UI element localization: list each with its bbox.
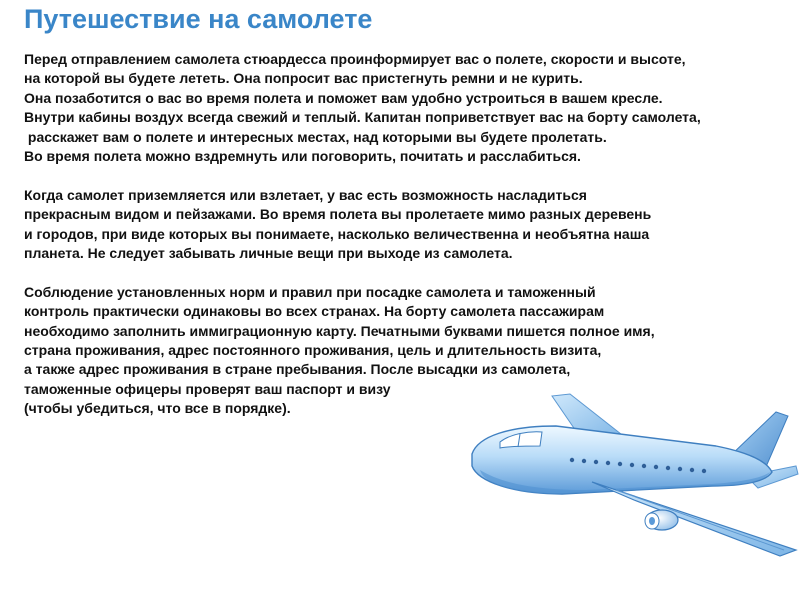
page-title: Путешествие на самолете (24, 4, 373, 34)
text-line: на которой вы будете лететь. Она попросит вас пристегнуть ремни и не курить. (24, 70, 583, 87)
text-line: Перед отправлением самолета стюардесса проинформирует вас о полете, скорости и высоте, (24, 51, 686, 67)
text-line: Во время полета можно вздремнуть или поговорить, почитать и расслабиться. (24, 148, 581, 165)
airplane-icon (466, 390, 800, 560)
text-line: а также адрес проживания в стране пребывания. После высадки из самолета, (24, 361, 571, 378)
text-line: Внутри кабины воздух всегда свежий и теплый. Капитан поприветствует вас на борту самолета, (24, 109, 701, 126)
paragraph-1 (24, 50, 800, 166)
paragraph-2 (24, 186, 800, 264)
body-text (24, 50, 800, 438)
text-line: (чтобы убедиться, что все в порядке). (24, 400, 291, 417)
text-line: Соблюдение установленных норм и правил при посадке самолета и таможенный (24, 283, 596, 300)
text-line: необходимо заполнить иммиграционную карту. Печатными буквами пишется полное имя, (24, 322, 655, 339)
text-line: и городов, при виде которых вы понимаете, насколько величественна и необъятна наша (24, 225, 650, 242)
text-line: страна проживания, адрес постоянного проживания, цель и длительность визита, (24, 342, 602, 359)
text-line: Когда самолет приземляется или взлетает, у вас есть возможность насладиться (24, 186, 587, 203)
text-line: расскажет вам о полете и интересных местах, над которыми вы будете пролетать. (24, 128, 607, 145)
text-line: прекрасным видом и пейзажами. Во время полета вы пролетаете мимо разных деревень (24, 206, 652, 223)
text-line: планета. Не следует забывать личные вещи при выходе из самолета. (24, 245, 513, 262)
text-line: таможенные офицеры проверят ваш паспорт и визу (24, 380, 391, 397)
text-line: Она позаботится о вас во время полета и поможет вам удобно устроиться в вашем кресле. (24, 89, 663, 106)
text-line: контроль практически одинаковы во всех странах. На борту самолета пассажирам (24, 303, 605, 320)
